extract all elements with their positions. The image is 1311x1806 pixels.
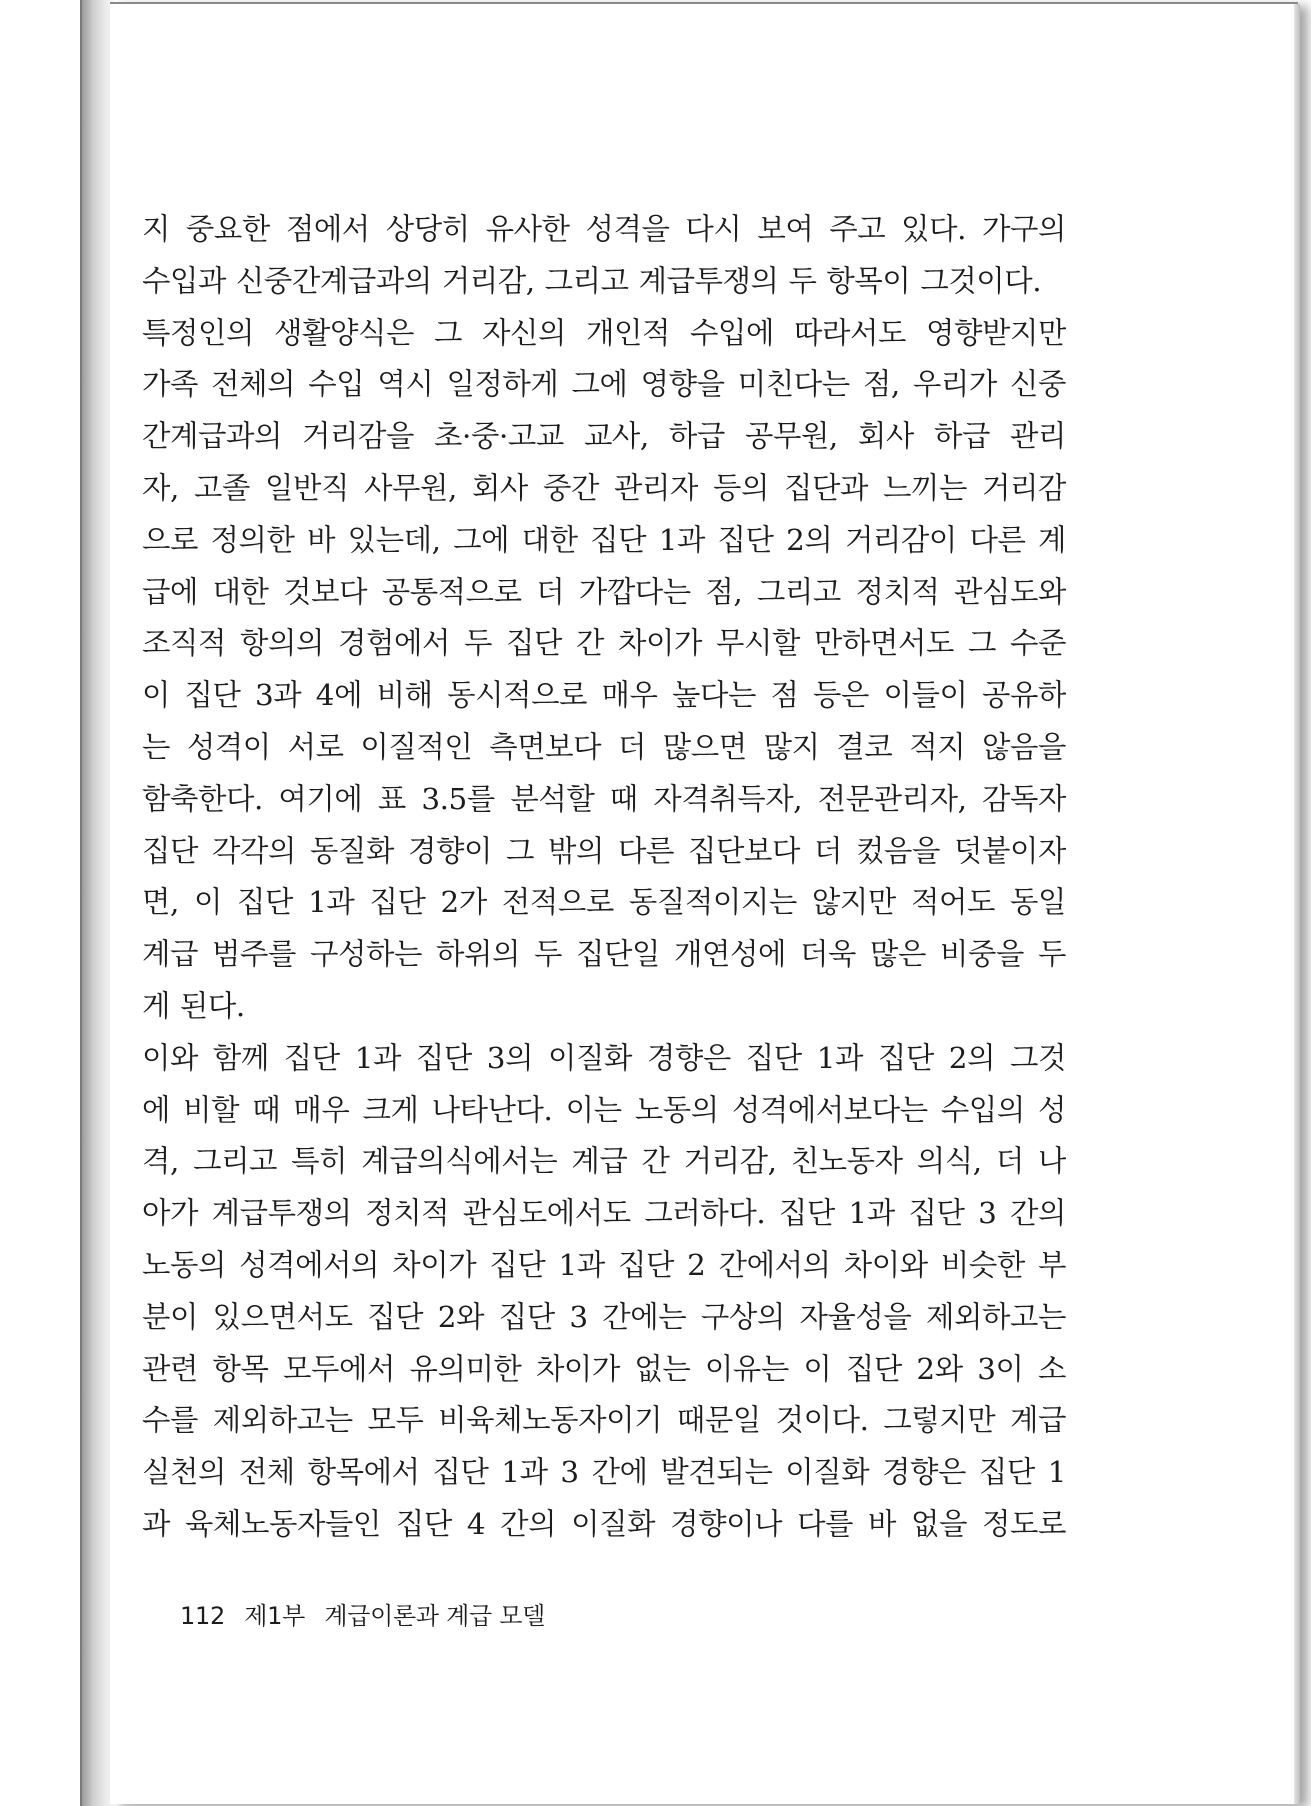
text-line: 이 집단 3과 4에 비해 동시적으로 매우 높다는 점 등은 이들이 공유하 — [142, 678, 1066, 713]
text-line: 과 육체노동자들인 집단 4 간의 이질화 경향이나 다를 바 없을 정도로 — [142, 1506, 1066, 1541]
text-line: 수입과 신중간계급과의 거리감, 그리고 계급투쟁의 두 항목이 그것이다. — [142, 263, 1042, 298]
text-line: 가족 전체의 수입 역시 일정하게 그에 영향을 미친다는 점, 우리가 신중 — [142, 367, 1066, 402]
text-line: 게 된다. — [142, 988, 245, 1023]
text-line: 수를 제외하고는 모두 비육체노동자이기 때문일 것이다. 그렇지만 계급 — [142, 1403, 1066, 1438]
text-line: 실천의 전체 항목에서 집단 1과 3 간에 발견되는 이질화 경향은 집단 1 — [142, 1455, 1066, 1490]
part-title: 계급이론과 계급 모델 — [324, 1602, 545, 1630]
text-line: 집단 각각의 동질화 경향이 그 밖의 다른 집단보다 더 컸음을 덧붙이자 — [142, 833, 1066, 868]
text-line: 으로 정의한 바 있는데, 그에 대한 집단 1과 집단 2의 거리감이 다른 계 — [142, 522, 1066, 557]
text-line: 에 비할 때 매우 크게 나타난다. 이는 노동의 성격에서보다는 수입의 성 — [142, 1092, 1066, 1127]
text-line: 관련 항목 모두에서 유의미한 차이가 없는 이유는 이 집단 2와 3이 소 — [142, 1351, 1066, 1386]
body-text — [142, 204, 1066, 1551]
text-line: 급에 대한 것보다 공통적으로 더 가깝다는 점, 그리고 정치적 관심도와 — [142, 574, 1066, 609]
text-line: 계급 범주를 구성하는 하위의 두 집단일 개연성에 더욱 많은 비중을 두 — [142, 937, 1066, 972]
text-line: 이와 함께 집단 1과 집단 3의 이질화 경향은 집단 1과 집단 2의 그것 — [142, 1040, 1066, 1075]
text-line: 지 중요한 점에서 상당히 유사한 성격을 다시 보여 주고 있다. 가구의 — [142, 212, 1066, 246]
text-line: 격, 그리고 특히 계급의식에서는 계급 간 거리감, 친노동자 의식, 더 나 — [142, 1144, 1066, 1179]
text-line: 함축한다. 여기에 표 3.5를 분석할 때 자격취득자, 전문관리자, 감독자 — [142, 781, 1066, 816]
text-line: 조직적 항의의 경험에서 두 집단 간 차이가 무시할 만하면서도 그 수준 — [142, 626, 1066, 661]
text-line: 는 성격이 서로 이질적인 측면보다 더 많으면 많지 결코 적지 않음을 — [142, 729, 1066, 764]
text-line: 분이 있으면서도 집단 2와 집단 3 간에는 구상의 자율성을 제외하고는 — [142, 1299, 1066, 1334]
part-label: 제1부 — [244, 1602, 306, 1630]
text-line: 자, 고졸 일반직 사무원, 회사 중간 관리자 등의 집단과 느끼는 거리감 — [142, 470, 1066, 505]
page-edge-stack — [80, 0, 114, 1806]
text-line: 노동의 성격에서의 차이가 집단 1과 집단 2 간에서의 차이와 비슷한 부 — [142, 1247, 1066, 1282]
text-line: 특정인의 생활양식은 그 자신의 개인적 수입에 따라서도 영향받지만 — [142, 315, 1066, 350]
page-number: 112 — [180, 1602, 225, 1630]
text-line: 간계급과의 거리감을 초·중·고교 교사, 하급 공무원, 회사 하급 관리 — [142, 419, 1066, 454]
text-line: 아가 계급투쟁의 정치적 관심도에서도 그러하다. 집단 1과 집단 3 간의 — [142, 1196, 1066, 1231]
page-footer — [180, 1596, 557, 1631]
text-line: 면, 이 집단 1과 집단 2가 전적으로 동질적이지는 않지만 적어도 동일 — [142, 885, 1066, 920]
